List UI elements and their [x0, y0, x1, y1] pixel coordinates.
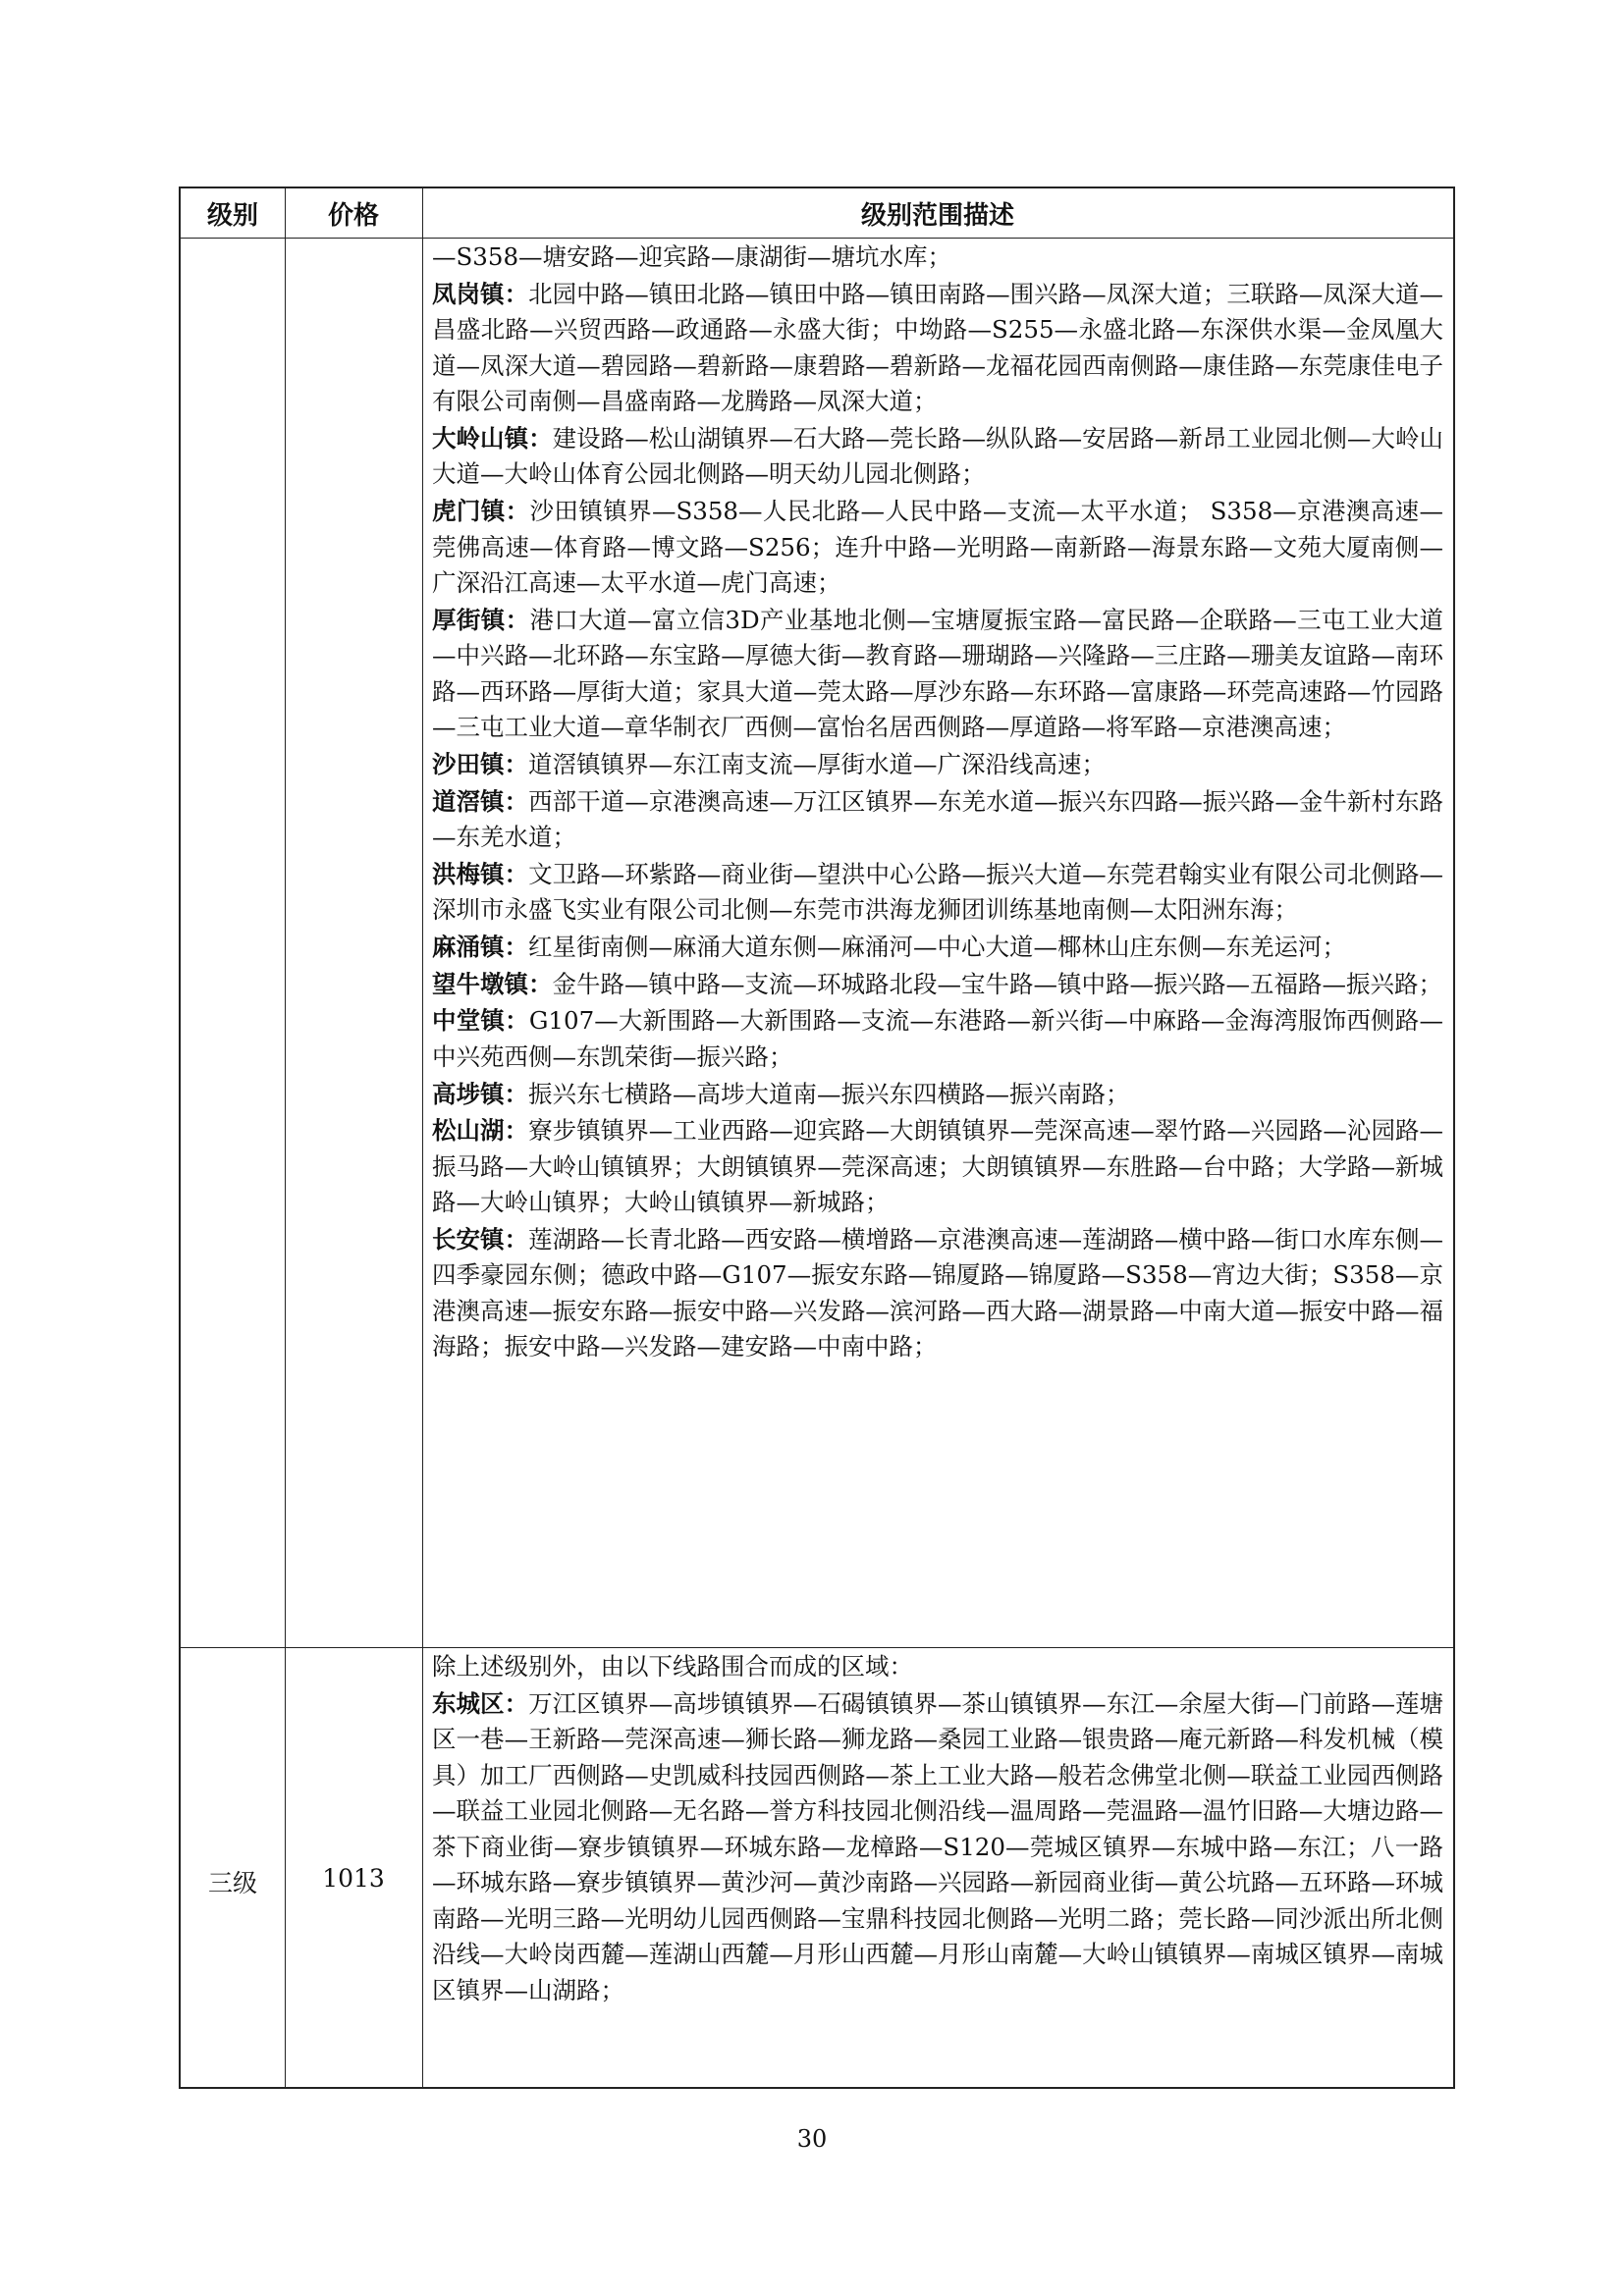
district-name: 麻涌镇： [432, 933, 528, 961]
column-divider [422, 188, 423, 2087]
district-name: 东城区： [432, 1688, 529, 1718]
district-entry [432, 1686, 1443, 2009]
district-name: 道滘镇： [432, 786, 529, 816]
district-name: 高埗镇： [432, 1079, 528, 1108]
district-name: 长安镇： [432, 1224, 529, 1254]
district-name: 大岭山镇： [432, 423, 553, 453]
district-boundary-text: 金牛路—镇中路—支流—环城路北段—宝牛路—镇中路—振兴路—五福路—振兴路； [552, 969, 1442, 998]
district-entry [432, 603, 1443, 746]
district-entry [432, 1222, 1443, 1365]
district-name: 松山湖： [432, 1116, 529, 1146]
row1-description [432, 240, 1443, 1366]
district-entry [432, 1113, 1443, 1221]
district-entry [432, 494, 1443, 602]
row2-price: 1013 [322, 1864, 385, 1893]
district-boundary-text: 红星街南侧—麻涌大道东侧—麻涌河—中心大道—椰林山庄东侧—东羌运河； [528, 933, 1346, 961]
row2-level: 三级 [207, 1869, 257, 1897]
header-price: 价格 [327, 200, 379, 231]
column-divider [285, 188, 286, 2087]
district-entry [432, 277, 1443, 420]
district-boundary-text: 港口大道—富立信3D产业基地北侧—宝塘厦振宝路—富民路—企联路—三屯工业大道—中兴路—北环路—东宝路—厚德大街—教育路—珊瑚路—兴隆路—三庄路—珊美友谊路—南环路—西环路—厚街大道；家具大道—莞太路—厚沙东路—东环路—富康路—环莞高速路—竹园路—三屯工业大道—章华制衣厂西侧—富怡名居西侧路—厚道路—将军路—京港澳高速； [432, 605, 1444, 742]
district-entry [432, 967, 1443, 1003]
district-entry [432, 1003, 1443, 1075]
district-entry [432, 784, 1443, 856]
district-boundary-text: —S358—塘安路—迎宾路—康湖街—塘坑水库； [432, 242, 952, 271]
district-boundary-text: 文卫路—环紫路—商业街—望洪中心公路—振兴大道—东莞君翰实业有限公司北侧路—深圳市永盛飞实业有限公司北侧—东莞市洪海龙狮团训练基地南侧—太阳洲东海； [432, 859, 1444, 925]
district-name: 洪梅镇： [432, 859, 529, 888]
district-boundary-text: 万江区镇界—高埗镇镇界—石碣镇镇界—茶山镇镇界—东江—余屋大街—门前路—莲塘区一巷—王新路—莞深高速—狮长路—狮龙路—桑园工业路—银贵路—庵元新路—科发机械（模具）加工厂西侧路—史凯威科技园西侧路—茶上工业大路—般若念佛堂北侧—联益工业园西侧路—联益工业园北侧路—无名路—誉方科技园北侧沿线—温周路—莞温路—温竹旧路—大塘边路—茶下商业街—寮步镇镇界—环城东路—龙樟路—S120—莞城区镇界—东城中路—东江；八一路—环城东路—寮步镇镇界—黄沙河—黄沙南路—兴园路—新园商业街—黄公坑路—五环路—环城南路—光明三路—光明幼儿园西侧路—宝鼎科技园北侧路—光明二路；莞长路—同沙派出所北侧沿线—大岭岗西麓—莲湖山西麓—月形山西麓—月形山南麓—大岭山镇镇界—南城区镇界—南城区镇界—山湖路； [432, 1688, 1444, 2004]
district-name: 望牛墩镇： [432, 969, 553, 998]
district-entry [432, 421, 1443, 493]
district-entry [432, 240, 1443, 276]
district-boundary-text: 寮步镇镇界—工业西路—迎宾路—大朗镇镇界—莞深高速—翠竹路—兴园路—沁园路—振马路—大岭山镇镇界；大朗镇镇界—莞深高速；大朗镇镇界—东胜路—台中路；大学路—新城路—大岭山镇界；大岭山镇镇界—新城路； [432, 1116, 1444, 1217]
district-boundary-text: 振兴东七横路—高埗大道南—振兴东四横路—振兴南路； [528, 1079, 1130, 1108]
district-boundary-text: 沙田镇镇界—S358—人民北路—人民中路—支流—太平水道； S358—京港澳高速—莞佛高速—体育路—博文路—S256；连升中路—光明路—南新路—海景东路—文苑大厦南侧—广深沿江高速—太平水道—虎门高速； [432, 497, 1443, 598]
row2-description [432, 1649, 1443, 2009]
row-divider [181, 1647, 1453, 1648]
district-boundary-text: G107—大新围路—大新围路—支流—东港路—新兴街—中麻路—金海湾服饰西侧路—中兴苑西侧—东凯荣街—振兴路； [432, 1006, 1443, 1071]
price-level-table [179, 187, 1455, 2089]
district-entry [432, 1077, 1443, 1113]
header-level: 级别 [206, 200, 258, 231]
header-description: 级别范围描述 [860, 200, 1014, 231]
district-name: 厚街镇： [432, 605, 530, 634]
district-name: 中堂镇： [432, 1006, 529, 1036]
district-boundary-text: 道滘镇镇界—东江南支流—厚街水道—广深沿线高速； [528, 749, 1106, 778]
row2-intro: 除上述级别外，由以下线路围合而成的区域： [432, 1652, 913, 1681]
header-divider [181, 238, 1453, 239]
district-boundary-text: 莲湖路—长青北路—西安路—横增路—京港澳高速—莲湖路—横中路—街口水库东侧—四季豪园东侧；德政中路—G107—振安东路—锦厦路—锦厦路—S358—宵边大街；S358—京港澳高速—振安东路—振安中路—兴发路—滨河路—西大路—湖景路—中南大道—振安中路—福海路；振安中路—兴发路—建安路—中南中路； [432, 1224, 1444, 1362]
district-boundary-text: 西部干道—京港澳高速—万江区镇界—东羌水道—振兴东四路—振兴路—金牛新村东路—东羌水道； [432, 786, 1444, 852]
district-name: 凤岗镇： [432, 279, 529, 308]
district-boundary-text: 建设路—松山湖镇界—石大路—莞长路—纵队路—安居路—新昂工业园北侧—大岭山大道—大岭山体育公园北侧路—明天幼儿园北侧路； [432, 423, 1443, 489]
district-boundary-text: 北园中路—镇田北路—镇田中路—镇田南路—围兴路—凤深大道；三联路—凤深大道—昌盛北路—兴贸西路—政通路—永盛大街；中坳路—S255—永盛北路—东深供水渠—金凤凰大道—凤深大道—碧园路—碧新路—康碧路—碧新路—龙福花园西南侧路—康佳路—东莞康佳电子有限公司南侧—昌盛南路—龙腾路—凤深大道； [432, 279, 1444, 416]
district-name: 虎门镇： [432, 497, 530, 526]
district-entry [432, 747, 1443, 783]
district-name: 沙田镇： [432, 749, 528, 778]
district-entry [432, 857, 1443, 929]
page-number: 30 [796, 2125, 828, 2153]
district-entry [432, 930, 1443, 966]
